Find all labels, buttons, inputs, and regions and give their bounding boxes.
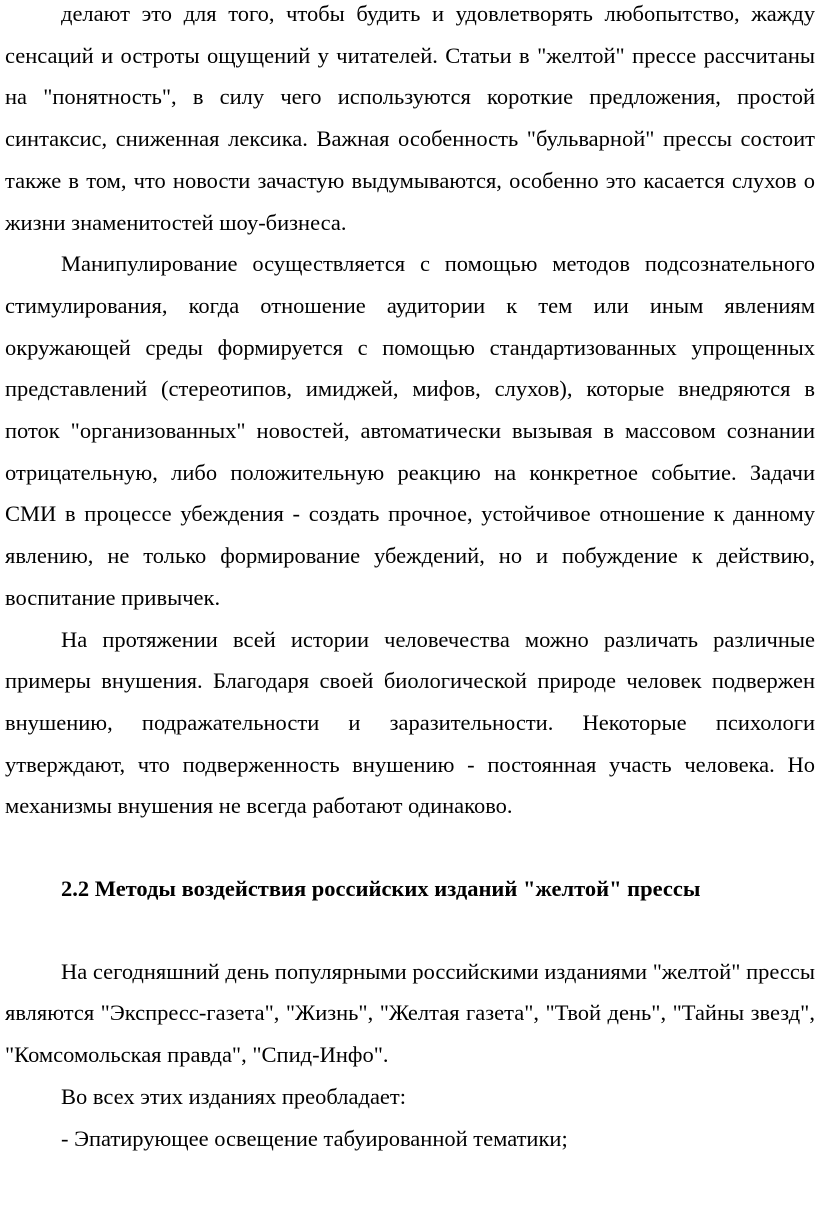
paragraph-continuation: делают это для того, чтобы будить и удовлетворять любопытство, жажду сенсаций и остроты ощущений у читателей. Статьи в "желтой" прессе рассчитаны на "понятность", в силу чего используются короткие предложения, простой синтаксис, сниженная лексика. Важная особенность "бульварной" прессы состоит также в том, что новости зачастую выдумываются, особенно это касается слухов о жизни знаменитостей шоу-бизнеса. <box>5 1 815 235</box>
list-item: - Эпатирующее освещение табуированной тематики; <box>61 1125 568 1151</box>
paragraph-prevails: Во всех этих изданиях преобладает: <box>61 1083 407 1109</box>
paragraph-manipulation: Манипулирование осуществляется с помощью методов подсознательного стимулирования, когда отношение аудитории к тем или иным явлениям окружающей среды формируется с помощью стандартизованных упрощенных представлений (стереотипов, имиджей, мифов, слухов), которые внедряются в поток "организованных" новостей, автоматически вызывая в массовом сознании отрицательную, либо положительную реакцию на конкретное событие. Задачи СМИ в процессе убеждения - создать прочное, устойчивое отношение к данному явлению, не только формирование убеждений, но и побуждение к действию, воспитание привычек. <box>5 251 815 610</box>
section-heading: 2.2 Методы воздействия российских изданий "желтой" прессы <box>61 876 701 902</box>
document-page <box>5 0 815 1159</box>
paragraph-publications: На сегодняшний день популярными российскими изданиями "желтой" прессы являются "Экспресс-газета", "Жизнь", "Желтая газета", "Твой день", "Тайны звезд", "Комсомольская правда", "Спид-Инфо". <box>5 958 815 1068</box>
paragraph-suggestion: На протяжении всей истории человечества можно различать различные примеры внушения. Благодаря своей биологической природе человек подвержен внушению, подражательности и заразительности. Некоторые психологи утверждают, что подверженность внушению - постоянная участь человека. Но механизмы внушения не всегда работают одинаково. <box>5 626 815 819</box>
